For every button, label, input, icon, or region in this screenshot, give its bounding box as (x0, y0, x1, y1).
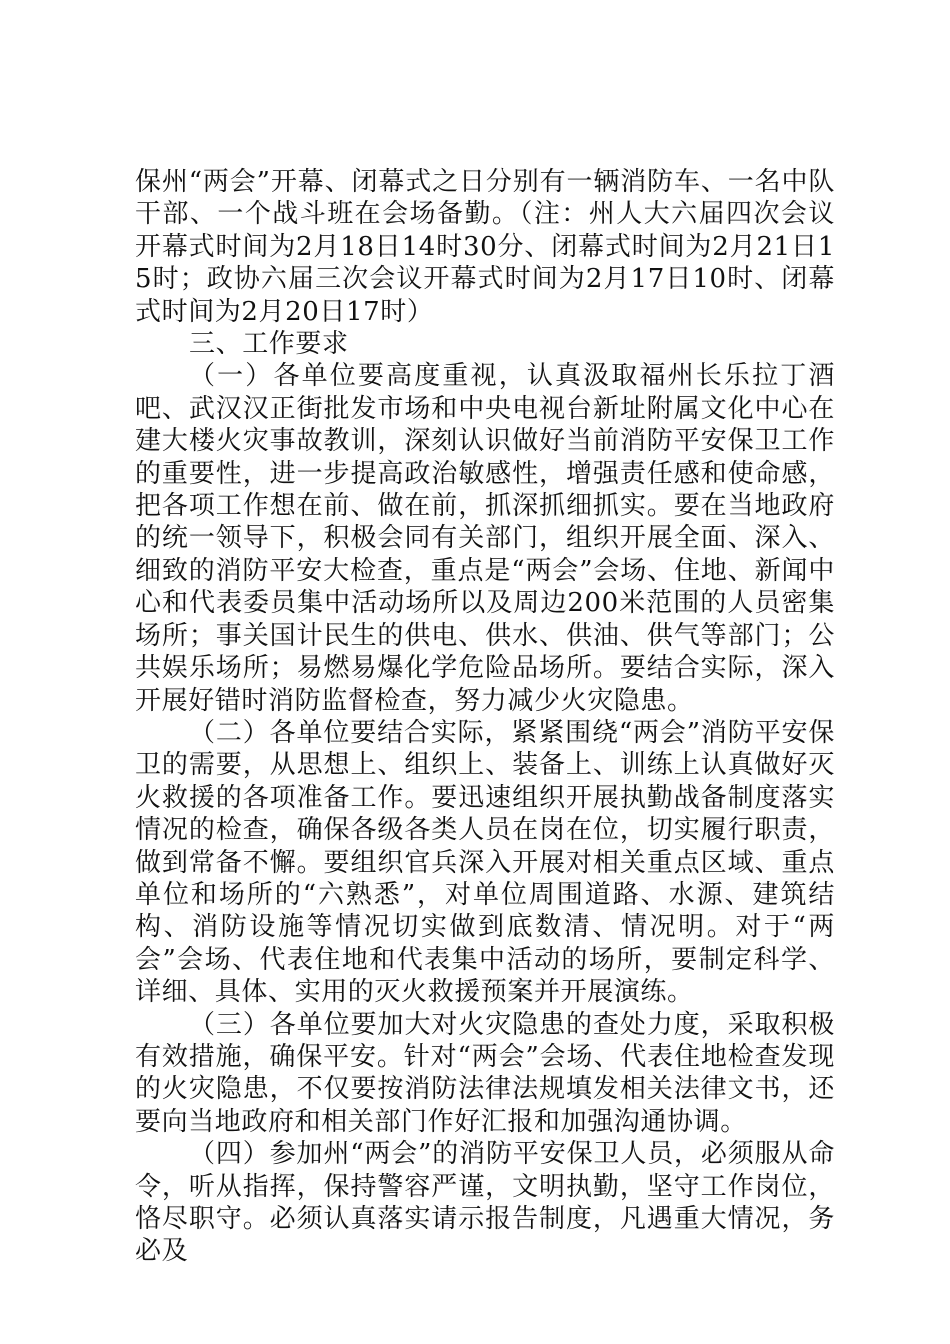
paragraph-requirement-4: （四）参加州“两会”的消防平安保卫人员，必须服从命令，听从指挥，保持警容严谨，文明执勤，坚守工作岗位，恪尽职守。必须认真落实请示报告制度，凡遇重大情况，务必及 (135, 1139, 835, 1267)
paragraph-requirement-1: （一）各单位要高度重视，认真汲取福州长乐拉丁酒吧、武汉汉正街批发市场和中央电视台新址附属文化中心在建大楼火灾事故教训，深刻认识做好当前消防平安保卫工作的重要性，进一步提高政治敏感性，增强责任感和使命感，把各项工作想在前、做在前，抓深抓细抓实。要在当地政府的统一领导下，积极会同有关部门，组织开展全面、深入、细致的消防平安大检查，重点是“两会”会场、住地、新闻中心和代表委员集中活动场所以及周边200米范围的人员密集场所；事关国计民生的供电、供水、供油、供气等部门；公共娱乐场所；易燃易爆化学危险品场所。要结合实际，深入开展好错时消防监督检查，努力减少火灾隐患。 (135, 361, 835, 716)
section-heading-work-requirements: 三、工作要求 (189, 329, 349, 360)
paragraph-requirement-3: （三）各单位要加大对火灾隐患的查处力度，采取积极有效措施，确保平安。针对“两会”会场、代表住地检查发现的火灾隐患，不仅要按消防法律法规填发相关法律文书，还要向当地政府和相关部门作好汇报和加强沟通协调。 (135, 1009, 835, 1137)
paragraph-intro-continued: 保州“两会”开幕、闭幕式之日分别有一辆消防车、一名中队干部、一个战斗班在会场备勤。（注：州人大六届四次会议开幕式时间为2月18日14时30分、闭幕式时间为2月21日15时；政协六届三次会议开幕式时间为2月17日10时、闭幕式时间为2月20日17时） (135, 167, 835, 327)
paragraph-requirement-2: （二）各单位要结合实际，紧紧围绕“两会”消防平安保卫的需要，从思想上、组织上、装备上、训练上认真做好灭火救援的各项准备工作。要迅速组织开展执勤战备制度落实情况的检查，确保各级各类人员在岗在位，切实履行职责，做到常备不懈。要组织官兵深入开展对相关重点区域、重点单位和场所的“六熟悉”，对单位周围道路、水源、建筑结构、消防设施等情况切实做到底数清、情况明。对于“两会”会场、代表住地和代表集中活动的场所，要制定科学、详细、具体、实用的灭火救援预案并开展演练。 (135, 717, 835, 1008)
document-body (135, 166, 835, 1268)
